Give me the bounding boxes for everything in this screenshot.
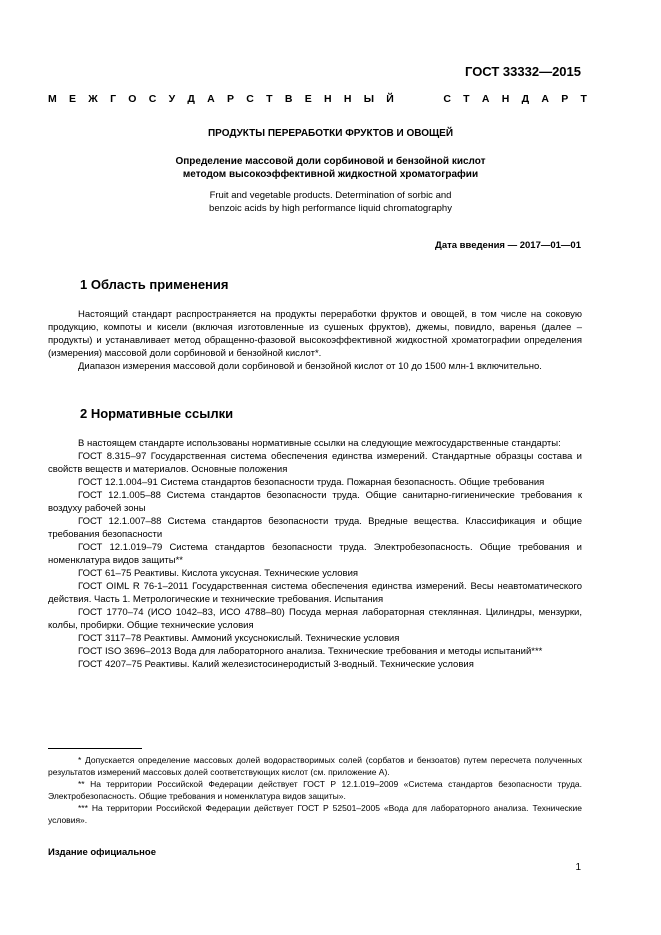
subtitle-line: Определение массовой доли сорбиновой и бензойной кислот bbox=[175, 156, 486, 167]
footnotes bbox=[48, 754, 582, 826]
banner-letter: Ж bbox=[88, 93, 99, 105]
banner-letter: С bbox=[246, 93, 255, 105]
reference-item: ГОСТ 3117–78 Реактивы. Аммоний уксуснокислый. Технические условия bbox=[78, 633, 400, 644]
section-1-body bbox=[48, 308, 582, 373]
banner-letter: Н bbox=[323, 93, 333, 105]
banner-letter: Д bbox=[187, 93, 196, 105]
section-1-heading: 1 Область применения bbox=[80, 277, 229, 292]
reference-item: ГОСТ 12.1.004–91 Система стандартов безопасности труда. Пожарная безопасность. Общие требования bbox=[78, 477, 545, 488]
banner-letter: Р bbox=[227, 93, 236, 105]
banner-letter: Р bbox=[561, 93, 570, 105]
subtitle-line: методом высокоэффективной жидкостной хроматографии bbox=[182, 169, 479, 180]
banner-letter: Т bbox=[580, 93, 588, 105]
reference-item: ГОСТ 12.1.005–88 Система стандартов безопасности труда. Общие санитарно-гигиенические требования к воздуху рабочей зоны bbox=[48, 490, 582, 514]
footnote: *** На территории Российской Федерации действует ГОСТ Р 52501–2005 «Вода для лабораторного анализа. Технические условия». bbox=[48, 803, 582, 825]
paragraph: В настоящем стандарте использованы нормативные ссылки на следующие межгосударственные стандарты: bbox=[78, 438, 561, 449]
official-edition-label: Издание официальное bbox=[48, 847, 156, 858]
paragraph: Диапазон измерения массовой доли сорбиновой и бензойной кислот от 10 до 1500 млн-1 включительно. bbox=[78, 361, 542, 372]
banner-letter: Т bbox=[463, 93, 471, 105]
footnote: * Допускается определение массовых долей водорастворимых солей (сорбатов и бензоатов) путем пересчета полученных результатов измерений массовых долей соответствующих кислот (см. приложение А). bbox=[48, 755, 582, 777]
banner-letter: А bbox=[481, 93, 491, 105]
english-title-line: Fruit and vegetable products. Determination of sorbic and bbox=[209, 190, 452, 201]
banner-letter: Д bbox=[521, 93, 531, 105]
reference-item: ГОСТ 1770–74 (ИСО 1042–83, ИСО 4788–80) Посуда мерная лабораторная стеклянная. Цилиндры, мензурки, колбы, пробирки. Общие технические условия bbox=[48, 607, 582, 631]
section-2-heading: 2 Нормативные ссылки bbox=[80, 406, 234, 421]
reference-item: ГОСТ 8.315–97 Государственная система обеспечения единства измерений. Стандартные образцы состава и свойств веществ и материалов. Основные положения bbox=[48, 451, 582, 475]
banner-letter: С bbox=[148, 93, 158, 105]
banner-letter: Т bbox=[266, 93, 274, 105]
banner-letter: Г bbox=[110, 93, 118, 105]
page-number: 1 bbox=[575, 862, 581, 873]
banner-letter: А bbox=[207, 93, 216, 105]
banner-letter: Й bbox=[386, 93, 395, 105]
reference-item: ГОСТ 12.1.019–79 Система стандартов безопасности труда. Электробезопасность. Общие требования и номенклатура видов защиты** bbox=[48, 542, 582, 566]
document-title: ПРОДУКТЫ ПЕРЕРАБОТКИ ФРУКТОВ И ОВОЩЕЙ bbox=[207, 128, 454, 139]
interstate-standard-banner bbox=[48, 93, 588, 105]
banner-letter: Е bbox=[304, 93, 313, 105]
standard-code: ГОСТ 33332—2015 bbox=[465, 64, 581, 79]
reference-item: ГОСТ 61–75 Реактивы. Кислота уксусная. Технические условия bbox=[78, 568, 359, 579]
banner-letter: О bbox=[128, 93, 138, 105]
banner-letter: Н bbox=[343, 93, 353, 105]
banner-letter: Н bbox=[501, 93, 511, 105]
footnote-divider bbox=[48, 748, 142, 749]
english-title-line: benzoic acids by high performance liquid chromatography bbox=[209, 202, 452, 214]
reference-item: ГОСТ 12.1.007–88 Система стандартов безопасности труда. Вредные вещества. Классификация и общие требования безопасности bbox=[48, 516, 582, 540]
banner-letter: Ы bbox=[363, 93, 375, 105]
paragraph: Настоящий стандарт распространяется на продукты переработки фруктов и овощей, в том числе на соковую продукцию, компоты и кисели (включая изготовленные из сушеных фруктов), джемы, повидло, варенья (далее – продукты) и устанавливает метод обращенно-фазовой высокоэффективной жидкостной хроматографии определения (измерения) массовой доли сорбиновой и бензойной кислот*. bbox=[48, 309, 582, 359]
reference-item: ГОСТ 4207–75 Реактивы. Калий железистосинеродистый 3-водный. Технические условия bbox=[78, 659, 474, 670]
reference-item: ГОСТ ISO 3696–2013 Вода для лабораторного анализа. Технические требования и методы испытаний*** bbox=[78, 646, 543, 657]
banner-word-gap bbox=[406, 93, 432, 105]
footnote: ** На территории Российской Федерации действует ГОСТ Р 12.1.019–2009 «Система стандартов безопасности труда. Электробезопасность. Общие требования и номенклатура видов защиты». bbox=[48, 779, 582, 801]
banner-letter: У bbox=[168, 93, 177, 105]
banner-letter: С bbox=[443, 93, 452, 105]
english-title bbox=[0, 190, 661, 215]
banner-letter: В bbox=[284, 93, 294, 105]
reference-item: ГОСТ OIML R 76-1–2011 Государственная система обеспечения единства измерений. Весы неавтоматического действия. Часть 1. Метрологические и технические требования. Испытания bbox=[48, 581, 582, 605]
introduction-date: Дата введения — 2017—01—01 bbox=[435, 240, 581, 251]
document-subtitle bbox=[0, 155, 661, 181]
banner-letter: Е bbox=[69, 93, 78, 105]
banner-letter: А bbox=[541, 93, 550, 105]
banner-letter: М bbox=[48, 93, 58, 105]
section-2-body bbox=[48, 437, 582, 671]
